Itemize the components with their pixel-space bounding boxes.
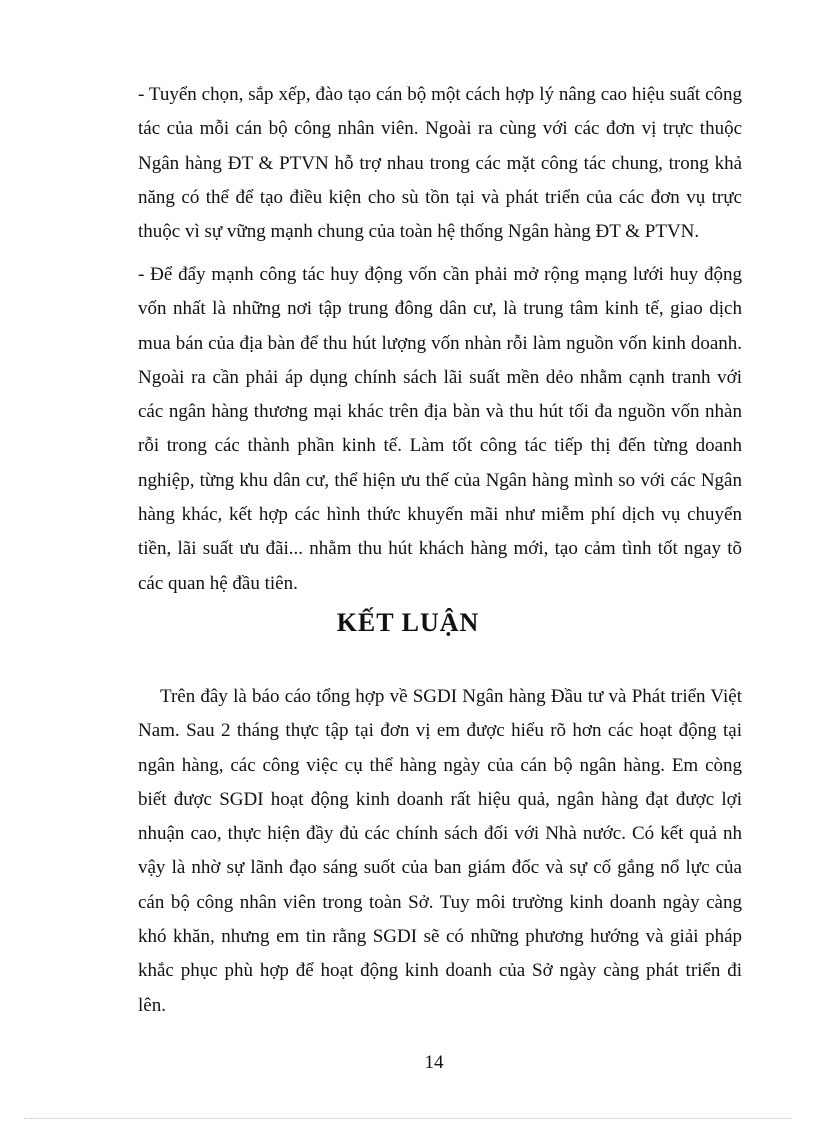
page-number: 14 — [424, 1052, 444, 1073]
conclusion-heading: KẾT LUẬN — [336, 608, 480, 637]
paragraph-staff-training: - Tuyển chọn, sắp xếp, đào tạo cán bộ một cách hợp lý nâng cao hiệu suất công tác của mỗi cán bộ công nhân viên. Ngoài ra cùng với các đơn vị trực thuộc Ngân hàng ĐT & PTVN hỗ trợ nhau trong các mặt công tác chung, trong khả năng có thể để tạo điều kiện cho sù tồn tại và phát triển của các đơn vụ trực thuộc vì sự vững mạnh chung của toàn hệ thống Ngân hàng ĐT & PTVN. — [138, 84, 742, 243]
paragraph-capital-mobilization: - Để đẩy mạnh công tác huy động vốn cần phải mở rộng mạng lưới huy động vốn nhất là những nơi tập trung đông dân cư, là trung tâm kinh tế, giao dịch mua bán của địa bàn để thu hút lượng vốn nhàn rỗi làm nguồn vốn kinh doanh. Ngoài ra cần phải áp dụng chính sách lãi suất mền dẻo nhằm cạnh tranh với các ngân hàng thương mại khác trên địa bàn và thu hút tối đa nguồn vốn nhàn rỗi trong các thành phần kinh tế. Làm tốt công tác tiếp thị đến từng doanh nghiệp, từng khu dân cư, thể hiện ưu thế của Ngân hàng mình so với các Ngân hàng khác, kết hợp các hình thức khuyến mãi như miễm phí dịch vụ chuyển tiền, lãi suất ưu đãi... nhằm thu hút khách hàng mới, tạo cảm tình tốt ngay tõ các quan hệ đầu tiên. — [138, 264, 742, 594]
page-bottom-divider — [24, 1118, 792, 1119]
paragraph-conclusion: Trên đây là báo cáo tổng hợp về SGDI Ngân hàng Đầu tư và Phát triển Việt Nam. Sau 2 tháng thực tập tại đơn vị em được hiểu rõ hơn các hoạt động tại ngân hàng, các công việc cụ thể hàng ngày của cán bộ ngân hàng. Em còng biết được SGDI hoạt động kinh doanh rất hiệu quả, ngân hàng đạt được lợi nhuận cao, thực hiện đầy đủ các chính sách đối với Nhà nước. Có kết quả nh vậy là nhờ sự lãnh đạo sáng suốt của ban giám đốc và sự cố gắng nổ lực của cán bộ công nhân viên trong toàn Sở. Tuy môi trường kinh doanh ngày càng khó khăn, nhưng em tin rằng SGDI sẽ có những phương hướng và giải pháp khắc phục phù hợp để hoạt động kinh doanh của Sở ngày càng phát triển đi lên. — [138, 686, 742, 1016]
